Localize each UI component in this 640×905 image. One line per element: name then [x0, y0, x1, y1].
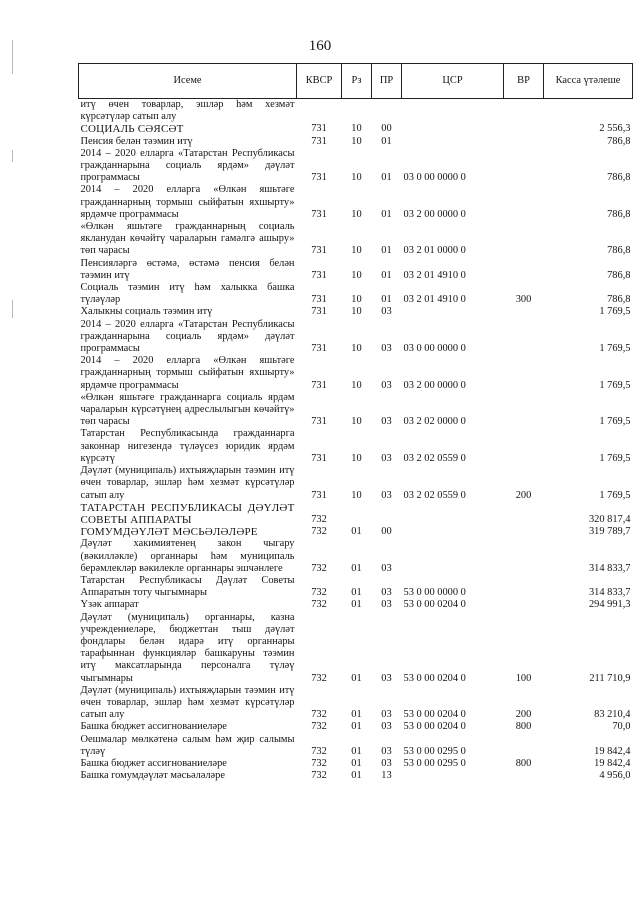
cell-kvsr: 732: [311, 672, 327, 684]
cell-name: Пенсияләргә өстәмә, өстәмә пенсия белән тәэмин итү: [80, 257, 295, 281]
cell-csr: 53 0 00 0295 0: [403, 757, 466, 769]
cell-csr: 53 0 00 0204 0: [403, 709, 466, 721]
cell-name: Дәүләт (муниципаль) ихтыяҗларын тәэмин итү өчен товарлар, эшләр һәм хезмәт күрсәтүләр сатып алу: [80, 465, 295, 501]
cell-csr: [402, 526, 504, 538]
cell-name: Башка бюджет ассигнованиеләре: [80, 721, 227, 733]
cell-name: 2014 – 2020 елларга «Өлкән яшьтәге гражданнарның тормыш сыйфатын яхшырту» ярдәмче программасы: [80, 355, 295, 391]
cell-vr: 100: [515, 672, 532, 684]
cell-name: Башка гомумдәүләт мәсьәләләре: [80, 770, 225, 782]
table-row: [79, 538, 633, 575]
cell-vr: 200: [515, 709, 532, 721]
page-number: 160: [308, 38, 332, 54]
cell-kassa: 1 769,5: [599, 416, 631, 428]
cell-pr: 03: [381, 306, 392, 318]
header-pr: ПР: [372, 64, 402, 99]
table-row: [79, 355, 633, 392]
cell-csr: 53 0 00 0204 0: [403, 672, 466, 684]
cell-vr: [504, 355, 544, 392]
cell-kvsr: 731: [311, 416, 327, 428]
table-row: [79, 734, 633, 758]
cell-name: 2014 – 2020 елларга «Татарстан Республикасы гражданнарына социаль ярдәм» дәүләт программасы: [80, 147, 295, 184]
cell-kvsr: 731: [311, 294, 327, 306]
table-row: [79, 599, 633, 611]
cell-csr: [402, 99, 504, 124]
cell-kassa: 319 789,7: [588, 526, 631, 538]
cell-kassa: 4 956,0: [599, 770, 631, 782]
cell-name: «Өлкән яшьтәге гражданнарга социаль ярдәм чараларын күрсәтүнең адреслылыгын көчәйтү» төп чарасы: [80, 391, 295, 428]
cell-rz: 01: [351, 757, 362, 769]
cell-kassa: 1 769,5: [599, 306, 631, 318]
header-vr: ВР: [504, 64, 544, 99]
cell-csr: 03 2 01 0000 0: [403, 245, 466, 257]
cell-csr: 53 0 00 0204 0: [403, 599, 466, 611]
table-row: [79, 612, 633, 685]
cell-vr: [504, 319, 544, 356]
cell-rz: 10: [351, 135, 362, 147]
cell-vr: [504, 538, 544, 575]
cell-kvsr: 731: [311, 135, 327, 147]
cell-kassa: 19 842,4: [594, 757, 631, 769]
budget-execution-table: [78, 63, 633, 782]
cell-kassa: 211 710,9: [589, 672, 631, 684]
cell-csr: 53 0 00 0204 0: [403, 721, 466, 733]
cell-kvsr: 731: [311, 379, 327, 391]
cell-vr: [504, 306, 544, 318]
cell-vr: [504, 148, 544, 185]
cell-name: СОЦИАЛЬ СӘЯСӘТ: [80, 123, 184, 136]
cell-kassa: 314 833,7: [588, 587, 631, 599]
cell-pr: [372, 99, 402, 124]
header-csr: ЦСР: [402, 64, 504, 99]
cell-pr: 03: [381, 489, 392, 501]
cell-name: 2014 – 2020 елларга «Өлкән яшьтәге гражданнарның тормыш сыйфатын яхшырту» ярдәмче программасы: [80, 184, 295, 220]
cell-kvsr: 732: [311, 770, 327, 782]
cell-csr: [402, 136, 504, 148]
cell-kvsr: 731: [311, 452, 327, 464]
cell-kassa: 786,8: [607, 245, 631, 257]
table-row: [79, 721, 633, 733]
cell-rz: 10: [351, 269, 362, 281]
cell-rz: 10: [351, 416, 362, 428]
cell-csr: 03 2 00 0000 0: [403, 208, 466, 220]
cell-rz: 10: [351, 452, 362, 464]
cell-kvsr: 732: [311, 562, 327, 574]
header-name: Исеме: [79, 64, 297, 99]
cell-kvsr: 732: [311, 709, 327, 721]
table-row: [79, 758, 633, 770]
cell-csr: 03 2 02 0559 0: [403, 489, 466, 501]
cell-kassa: 786,8: [607, 135, 631, 147]
cell-rz: 01: [351, 587, 362, 599]
cell-vr: [504, 258, 544, 282]
cell-pr: 01: [381, 294, 392, 306]
cell-csr: 53 0 00 0000 0: [403, 587, 466, 599]
cell-rz: 10: [351, 306, 362, 318]
table-row: [79, 770, 633, 782]
cell-rz: [342, 502, 372, 526]
table-row: [79, 319, 633, 356]
cell-name: Халыкны социаль тәэмин итү: [80, 306, 213, 318]
cell-rz: 01: [351, 526, 362, 538]
table-row: [79, 465, 633, 502]
cell-kvsr: 732: [311, 745, 327, 757]
cell-kvsr: [297, 99, 342, 124]
cell-vr: [504, 184, 544, 221]
cell-vr: [504, 221, 544, 258]
cell-name: ТАТАРСТАН РЕСПУБЛИКАСЫ ДӘҮЛӘТ СОВЕТЫ АППАРАТЫ: [80, 501, 295, 526]
cell-csr: [402, 123, 504, 135]
cell-kassa: 2 556,3: [599, 123, 631, 135]
cell-csr: 03 0 00 0000 0: [403, 343, 466, 355]
cell-pr: 01: [381, 208, 392, 220]
table-row: [79, 221, 633, 258]
cell-kassa: 294 991,3: [588, 599, 631, 611]
cell-pr: [372, 502, 402, 526]
table-row: [79, 575, 633, 599]
cell-name: Дәүләт (муниципаль) органнары, казна учреждениеләре, бюджеттан тыш дәүләт фондлары белән идарә итү органнары тарафыннан функцияләр башкаруны тәэмин итү максатларында персоналга түләү чыгымнары: [80, 611, 295, 684]
cell-kvsr: 731: [311, 208, 327, 220]
cell-vr: 200: [515, 489, 532, 501]
cell-kassa: 314 833,7: [588, 562, 631, 574]
cell-pr: 03: [381, 452, 392, 464]
cell-rz: 10: [351, 379, 362, 391]
cell-rz: 01: [351, 721, 362, 733]
cell-pr: 03: [381, 745, 392, 757]
cell-vr: [504, 392, 544, 429]
cell-rz: 01: [351, 709, 362, 721]
cell-pr: 03: [381, 672, 392, 684]
cell-name: Дәүләт (муниципаль) ихтыяҗларын тәэмин итү өчен товарлар, эшләр һәм хезмәт күрсәтүләр сатып алу: [80, 684, 295, 721]
cell-kassa: [544, 99, 633, 124]
cell-pr: 03: [381, 587, 392, 599]
cell-name: ГОМУМДӘҮЛӘТ МӘСЬӘЛӘЛӘРЕ: [80, 526, 258, 539]
cell-pr: 01: [381, 172, 392, 184]
cell-pr: 03: [381, 379, 392, 391]
cell-vr: 800: [515, 757, 532, 769]
cell-kvsr: 731: [311, 489, 327, 501]
cell-kassa: 320 817,4: [588, 513, 631, 525]
section-row: [79, 526, 633, 538]
margin-scan-mark: [12, 150, 13, 162]
cell-csr: 03 2 01 4910 0: [403, 294, 466, 306]
table-row: [79, 184, 633, 221]
cell-vr: [504, 599, 544, 611]
cell-kassa: 1 769,5: [599, 489, 631, 501]
cell-rz: 01: [351, 599, 362, 611]
cell-name: итү өчен товарлар, эшләр һәм хезмәт күрсәтүләр сатып алу: [80, 99, 295, 123]
cell-name: Үзәк аппарат: [80, 599, 139, 611]
table-row: [79, 136, 633, 148]
cell-pr: 13: [381, 770, 392, 782]
table-row: [79, 392, 633, 429]
cell-csr: [402, 306, 504, 318]
cell-vr: [504, 136, 544, 148]
section-row: [79, 502, 633, 526]
section-row: [79, 123, 633, 135]
cell-kvsr: 732: [311, 513, 327, 525]
cell-kvsr: 732: [311, 587, 327, 599]
cell-kvsr: 732: [311, 721, 327, 733]
cell-kassa: 786,8: [607, 269, 631, 281]
cell-kassa: 786,8: [607, 208, 631, 220]
cell-rz: 10: [351, 343, 362, 355]
table-row: [79, 99, 633, 124]
cell-pr: 03: [381, 562, 392, 574]
cell-kvsr: 732: [311, 757, 327, 769]
cell-rz: 01: [351, 672, 362, 684]
cell-vr: [504, 575, 544, 599]
table-row: [79, 258, 633, 282]
cell-vr: [504, 770, 544, 782]
cell-rz: 10: [351, 123, 362, 135]
margin-scan-mark: [12, 300, 13, 318]
cell-vr: [504, 734, 544, 758]
cell-kassa: 70,0: [612, 721, 631, 733]
cell-kvsr: 731: [311, 172, 327, 184]
cell-pr: 03: [381, 343, 392, 355]
cell-kvsr: 732: [311, 599, 327, 611]
cell-kassa: 1 769,5: [599, 452, 631, 464]
cell-name: Татарстан Республикасы Дәүләт Советы Аппаратын тоту чыгымнары: [80, 574, 295, 599]
table-row: [79, 685, 633, 722]
cell-vr: 800: [515, 721, 532, 733]
cell-pr: 03: [381, 709, 392, 721]
cell-name: «Өлкән яшьтәге гражданнарның социаль якланудан көчәйтү чараларын гамәлгә ашыру» төп чарасы: [80, 221, 295, 257]
cell-vr: [504, 526, 544, 538]
cell-name: Татарстан Республикасында гражданнарга законнар нигезендә түләүсез юридик ярдәм күрсәтү: [80, 428, 295, 464]
cell-pr: 03: [381, 757, 392, 769]
cell-name: Башка бюджет ассигнованиеләре: [80, 757, 227, 769]
cell-vr: [504, 99, 544, 124]
cell-kvsr: 732: [311, 526, 327, 538]
cell-csr: 53 0 00 0295 0: [403, 745, 466, 757]
cell-pr: 00: [381, 123, 392, 135]
header-kvsr: КВСР: [297, 64, 342, 99]
cell-vr: [504, 502, 544, 526]
cell-vr: [504, 123, 544, 135]
table-header-row: [79, 64, 633, 99]
cell-csr: 03 0 00 0000 0: [403, 172, 466, 184]
cell-pr: 03: [381, 416, 392, 428]
table-row: [79, 148, 633, 185]
table-row: [79, 428, 633, 465]
cell-kassa: 19 842,4: [594, 745, 631, 757]
cell-rz: 01: [351, 562, 362, 574]
cell-pr: 00: [381, 526, 392, 538]
cell-csr: 03 2 00 0000 0: [403, 379, 466, 391]
cell-pr: 01: [381, 269, 392, 281]
cell-csr: 03 2 02 0559 0: [403, 452, 466, 464]
cell-kassa: 786,8: [607, 172, 631, 184]
header-rz: Рз: [342, 64, 372, 99]
cell-kvsr: 731: [311, 306, 327, 318]
cell-kvsr: 731: [311, 123, 327, 135]
cell-kassa: 786,8: [607, 294, 631, 306]
cell-rz: [342, 99, 372, 124]
cell-csr: [402, 770, 504, 782]
header-kassa: Касса үтәлеше: [544, 64, 633, 99]
cell-pr: 01: [381, 135, 392, 147]
cell-name: Пенсия белән тәэмин итү: [80, 135, 193, 147]
cell-rz: 10: [351, 294, 362, 306]
cell-rz: 10: [351, 245, 362, 257]
cell-vr: [504, 428, 544, 465]
cell-kassa: 1 769,5: [599, 343, 631, 355]
cell-pr: 01: [381, 245, 392, 257]
cell-kvsr: 731: [311, 245, 327, 257]
cell-csr: 03 2 01 4910 0: [403, 269, 466, 281]
cell-kvsr: 731: [311, 343, 327, 355]
cell-csr: 03 2 02 0000 0: [403, 416, 466, 428]
cell-kassa: 1 769,5: [599, 379, 631, 391]
cell-name: Оешмалар мөлкәтенә салым һәм җир салымы түләү: [80, 733, 295, 757]
cell-name: Дәүләт хакимиятенең закон чыгару (вәкилләкле) органнары һәм муниципаль берәмлекләр вәкилекле органнары эшчәнлеге: [80, 538, 295, 574]
cell-pr: 03: [381, 599, 392, 611]
table-row: [79, 306, 633, 318]
table-row: [79, 282, 633, 306]
cell-kassa: 83 210,4: [594, 709, 631, 721]
cell-rz: 10: [351, 172, 362, 184]
table-body: [79, 99, 633, 783]
cell-rz: 01: [351, 770, 362, 782]
cell-rz: 10: [351, 208, 362, 220]
cell-csr: [402, 538, 504, 575]
cell-csr: [402, 502, 504, 526]
cell-rz: 01: [351, 745, 362, 757]
cell-name: Социаль тәэмин итү һәм халыкка башка түләүләр: [80, 282, 295, 306]
cell-name: 2014 – 2020 елларга «Татарстан Республикасы гражданнарына социаль ярдәм» дәүләт программасы: [80, 318, 295, 355]
cell-pr: 03: [381, 721, 392, 733]
cell-rz: 10: [351, 489, 362, 501]
cell-kvsr: 731: [311, 269, 327, 281]
cell-vr: 300: [515, 294, 532, 306]
